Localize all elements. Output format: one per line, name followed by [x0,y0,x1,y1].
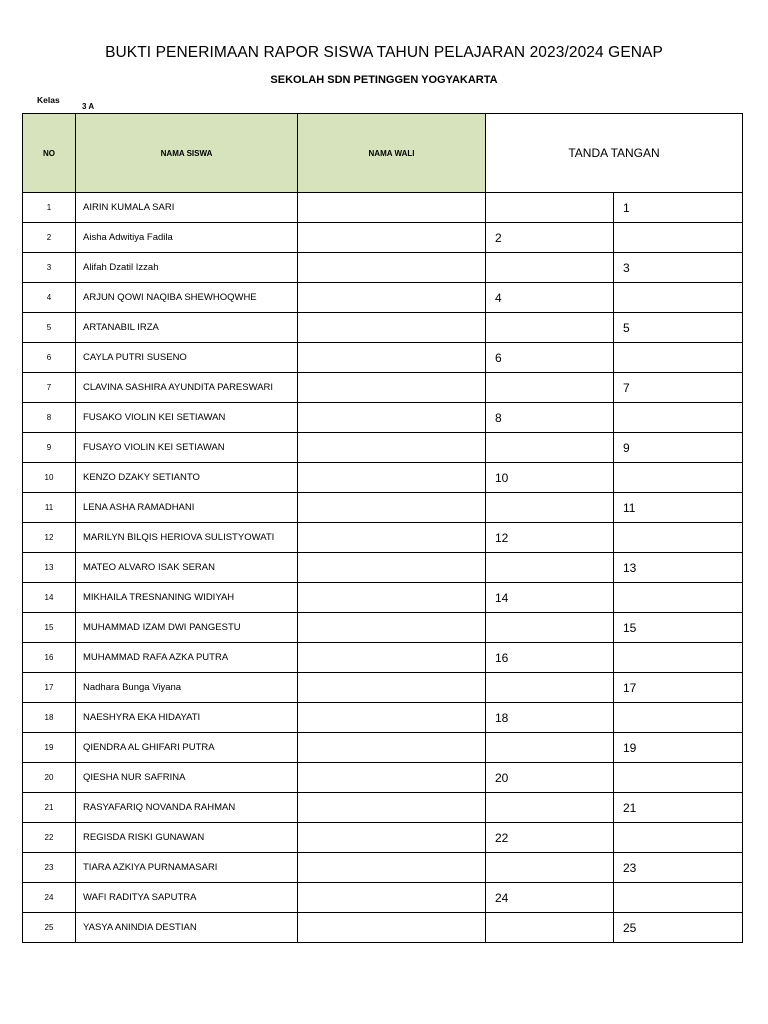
signature-cell-left [486,433,614,463]
signature-cell-right: 25 [614,913,743,943]
signature-cell-left: 2 [486,223,614,253]
signature-cell-left: 8 [486,403,614,433]
table-row [23,313,743,343]
row-number: 16 [23,643,76,673]
row-number: 4 [23,283,76,313]
guardian-name-cell [298,913,486,943]
signature-cell-left [486,913,614,943]
signature-cell-left [486,193,614,223]
student-name: ARTANABIL IRZA [76,313,298,343]
signature-cell-right: 23 [614,853,743,883]
guardian-name-cell [298,643,486,673]
student-name: AIRIN KUMALA SARI [76,193,298,223]
student-name: FUSAKO VIOLIN KEI SETIAWAN [76,403,298,433]
table-row [23,583,743,613]
row-number: 6 [23,343,76,373]
row-number: 14 [23,583,76,613]
class-value: 3 A [82,102,95,111]
row-number: 15 [23,613,76,643]
student-name: KENZO DZAKY SETIANTO [76,463,298,493]
guardian-name-cell [298,733,486,763]
table-row [23,673,743,703]
table-row [23,703,743,733]
student-name: TIARA AZKIYA PURNAMASARI [76,853,298,883]
signature-cell-right [614,403,743,433]
row-number: 19 [23,733,76,763]
guardian-name-cell [298,553,486,583]
signature-cell-left [486,733,614,763]
student-name: CLAVINA SASHIRA AYUNDITA PARESWARI [76,373,298,403]
signature-cell-left: 6 [486,343,614,373]
column-header-guardian-name: NAMA WALI [298,114,486,193]
guardian-name-cell [298,613,486,643]
row-number: 23 [23,853,76,883]
guardian-name-cell [298,583,486,613]
row-number: 18 [23,703,76,733]
table-row [23,523,743,553]
guardian-name-cell [298,883,486,913]
student-name: YASYA ANINDIA DESTIAN [76,913,298,943]
table-row [23,223,743,253]
guardian-name-cell [298,193,486,223]
column-header-no: NO [23,114,76,193]
table-body [23,193,743,943]
signature-cell-right: 13 [614,553,743,583]
guardian-name-cell [298,793,486,823]
student-name: MIKHAILA TRESNANING WIDIYAH [76,583,298,613]
guardian-name-cell [298,343,486,373]
signature-cell-left [486,553,614,583]
signature-cell-left [486,613,614,643]
signature-cell-right [614,583,743,613]
signature-cell-right [614,703,743,733]
signature-cell-left: 12 [486,523,614,553]
table-row [23,823,743,853]
guardian-name-cell [298,223,486,253]
report-receipt-table [22,113,743,943]
student-name: MARILYN BILQIS HERIOVA SULISTYOWATI [76,523,298,553]
row-number: 3 [23,253,76,283]
row-number: 20 [23,763,76,793]
signature-cell-left [486,793,614,823]
table-row [23,793,743,823]
student-name: QIENDRA AL GHIFARI PUTRA [76,733,298,763]
table-row [23,283,743,313]
school-name: SEKOLAH SDN PETINGGEN YOGYAKARTA [270,74,498,86]
student-name: QIESHA NUR SAFRINA [76,763,298,793]
row-number: 10 [23,463,76,493]
guardian-name-cell [298,493,486,523]
table-row [23,463,743,493]
signature-cell-left: 10 [486,463,614,493]
table-row [23,643,743,673]
signature-cell-right: 7 [614,373,743,403]
signature-cell-left [486,493,614,523]
guardian-name-cell [298,373,486,403]
student-name: ARJUN QOWI NAQIBA SHEWHOQWHE [76,283,298,313]
student-name: RASYAFARIQ NOVANDA RAHMAN [76,793,298,823]
signature-cell-right: 17 [614,673,743,703]
row-number: 7 [23,373,76,403]
student-name: WAFI RADITYA SAPUTRA [76,883,298,913]
row-number: 11 [23,493,76,523]
student-name: MATEO ALVARO ISAK SERAN [76,553,298,583]
signature-cell-right [614,523,743,553]
student-name: NAESHYRA EKA HIDAYATI [76,703,298,733]
signature-cell-right [614,283,743,313]
row-number: 2 [23,223,76,253]
row-number: 22 [23,823,76,853]
guardian-name-cell [298,283,486,313]
signature-cell-left [486,853,614,883]
row-number: 17 [23,673,76,703]
column-header-signature: TANDA TANGAN [486,114,743,193]
document-title: BUKTI PENERIMAAN RAPOR SISWA TAHUN PELAJARAN 2023/2024 GENAP [105,44,663,61]
guardian-name-cell [298,313,486,343]
table-row [23,403,743,433]
signature-cell-left: 20 [486,763,614,793]
student-name: LENA ASHA RAMADHANI [76,493,298,523]
student-name: CAYLA PUTRI SUSENO [76,343,298,373]
table-row [23,853,743,883]
table-row [23,253,743,283]
signature-cell-left: 14 [486,583,614,613]
guardian-name-cell [298,703,486,733]
table-row [23,913,743,943]
signature-cell-right: 21 [614,793,743,823]
student-name: Aisha Adwitiya Fadila [76,223,298,253]
row-number: 24 [23,883,76,913]
signature-cell-left: 4 [486,283,614,313]
table-row [23,373,743,403]
row-number: 5 [23,313,76,343]
table-row [23,733,743,763]
guardian-name-cell [298,253,486,283]
class-label: Kelas [37,95,60,105]
signature-cell-right [614,223,743,253]
signature-cell-left [486,673,614,703]
student-name: REGISDA RISKI GUNAWAN [76,823,298,853]
signature-cell-left: 24 [486,883,614,913]
table-row [23,493,743,523]
signature-cell-right: 19 [614,733,743,763]
signature-cell-right: 15 [614,613,743,643]
signature-cell-right: 9 [614,433,743,463]
student-name: MUHAMMAD RAFA AZKA PUTRA [76,643,298,673]
guardian-name-cell [298,523,486,553]
signature-cell-left [486,313,614,343]
table-row [23,553,743,583]
signature-cell-right [614,343,743,373]
row-number: 13 [23,553,76,583]
table-header-row [23,114,743,193]
signature-cell-left: 18 [486,703,614,733]
guardian-name-cell [298,823,486,853]
signature-cell-right: 11 [614,493,743,523]
signature-cell-right [614,883,743,913]
signature-cell-right: 1 [614,193,743,223]
table-row [23,763,743,793]
student-name: Nadhara Bunga Viyana [76,673,298,703]
signature-cell-left: 22 [486,823,614,853]
signature-cell-right [614,643,743,673]
table-row [23,433,743,463]
row-number: 21 [23,793,76,823]
row-number: 1 [23,193,76,223]
table-row [23,613,743,643]
column-header-student-name: NAMA SISWA [76,114,298,193]
student-name: Alifah Dzatil Izzah [76,253,298,283]
student-name: MUHAMMAD IZAM DWI PANGESTU [76,613,298,643]
guardian-name-cell [298,763,486,793]
signature-cell-left [486,373,614,403]
row-number: 12 [23,523,76,553]
row-number: 25 [23,913,76,943]
table-row [23,343,743,373]
signature-cell-right [614,823,743,853]
guardian-name-cell [298,853,486,883]
row-number: 8 [23,403,76,433]
signature-cell-right: 3 [614,253,743,283]
row-number: 9 [23,433,76,463]
guardian-name-cell [298,463,486,493]
signature-cell-right [614,463,743,493]
signature-cell-right [614,763,743,793]
guardian-name-cell [298,673,486,703]
guardian-name-cell [298,433,486,463]
student-name: FUSAYO VIOLIN KEI SETIAWAN [76,433,298,463]
signature-cell-right: 5 [614,313,743,343]
signature-cell-left [486,253,614,283]
table-row [23,883,743,913]
table-row [23,193,743,223]
signature-cell-left: 16 [486,643,614,673]
guardian-name-cell [298,403,486,433]
